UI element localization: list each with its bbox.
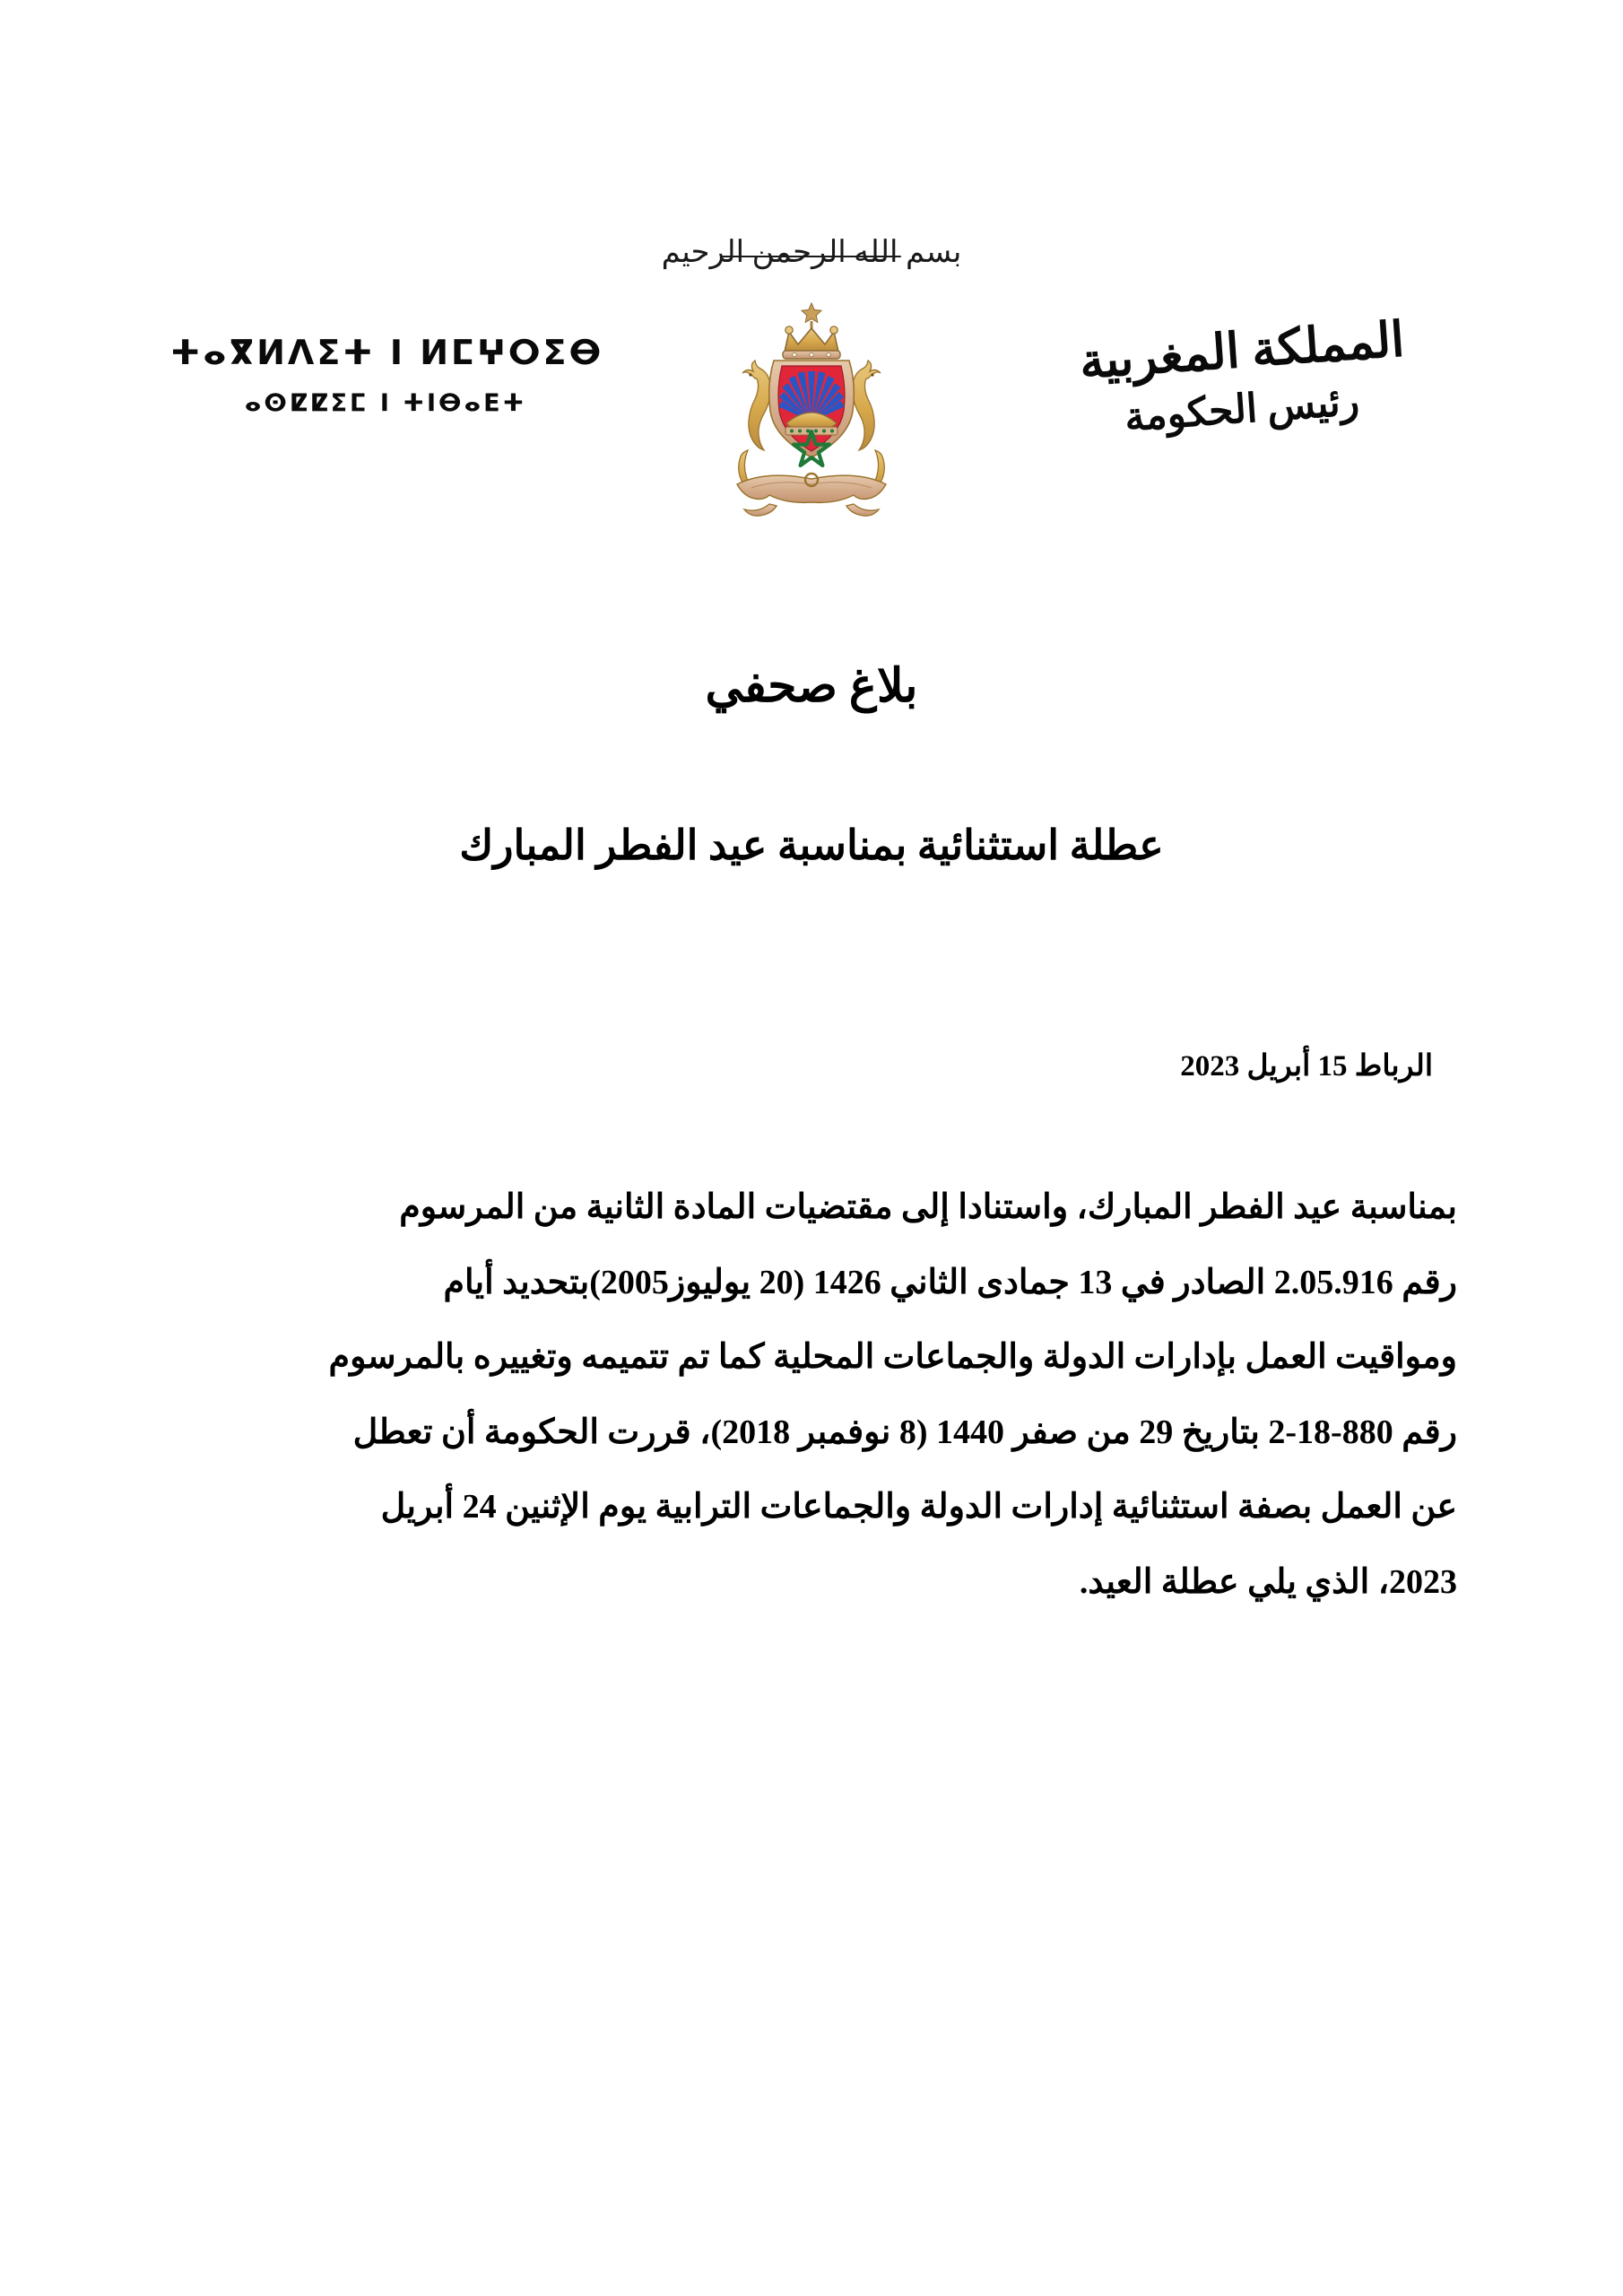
tifinagh-kingdom-label: ⵜⴰⴳⵍⴷⵉⵜ ⵏ ⵍⵎⵖⵔⵉⴱ [170,333,604,372]
tifinagh-identity [170,332,604,419]
body-line: 2023، الذي يلي عطلة العيد. [1079,1562,1457,1601]
dateline: الرباط 15 أبريل 2023 [1180,1050,1433,1083]
body-line: رقم 2.05.916 الصادر في 13 جمادى الثاني 1426 (20 يوليوز2005)بتحديد أيام [443,1263,1457,1301]
tifinagh-role-label: ⴰⵙⵇⵇⵉⵎ ⵏ ⵜⵏⴱⴰⴹⵜ [244,388,527,417]
motto-banner-shape [737,474,886,516]
arabic-role-label: رئيس الحكومة [1123,379,1361,440]
body-line: عن العمل بصفة استثنائية إدارات الدولة والجماعات الترابية يوم الإثنين 24 أبريل [380,1488,1457,1526]
lion-right-shape [852,361,884,493]
body-line: بمناسبة عيد الفطر المبارك، واستنادا إلى مقتضيات المادة الثانية من المرسوم [399,1188,1457,1226]
page-subtitle: عطلة استثنائية بمناسبة عيد الفطر المبارك [459,822,1164,868]
coat-of-arms-emblem [717,296,906,538]
lion-left-shape [739,361,771,493]
basmala-text [0,236,1623,269]
crown-shape [783,303,840,359]
letterhead [0,152,1623,529]
basmala-label: بسم الله الرحمن الرحيم [661,236,962,269]
arabic-identity [1031,312,1453,440]
arabic-kingdom-label: المملكة المغربية [1077,312,1407,389]
page-title: بلاغ صحفي [705,661,918,712]
body-line: ومواقيت العمل بإدارات الدولة والجماعات المحلية كما تم تتميمه وتغييره بالمرسوم [328,1338,1457,1377]
body-paragraph [166,1170,1457,1621]
body-line: رقم 880-18-2 بتاريخ 29 من صفر 1440 (8 نوفمبر 2018)، قررت الحكومة أن تعطل [352,1413,1457,1451]
